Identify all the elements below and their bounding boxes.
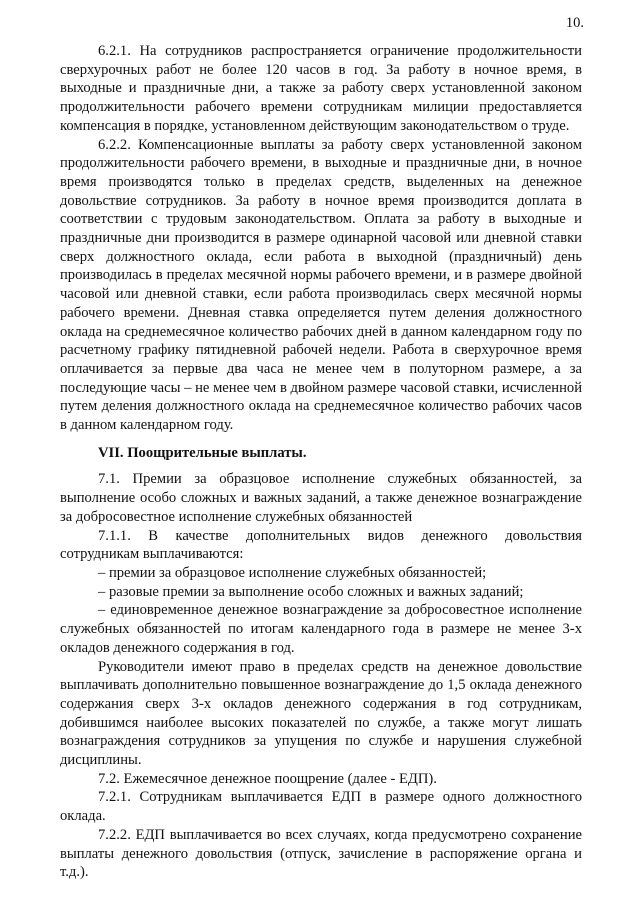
list-item-annual-reward: – единовременное денежное вознаграждение за добросовестное исполнение служебных обязанностей по итогам календарного года в размере не менее 3-х окладов денежного содержания в год.	[60, 602, 582, 656]
list-item-one-time-bonus: – разовые премии за выполнение особо сложных и важных заданий;	[98, 583, 524, 600]
paragraph-7-2-2: 7.2.2. ЕДП выплачивается во всех случаях, когда предусмотрено сохранение выплаты денежного довольствия (отпуск, зачисление в распоряжение органа и т.д.).	[60, 826, 582, 881]
list-item-bonus: – премии за образцовое исполнение служебных обязанностей;	[98, 564, 487, 581]
document-body	[60, 42, 582, 882]
paragraph-7-2: 7.2. Ежемесячное денежное поощрение (далее - ЕДП).	[98, 770, 437, 787]
page-number: 10.	[565, 15, 584, 31]
paragraph-7-1: 7.1. Премии за образцовое исполнение служебных обязанностей, за выполнение особо сложных и важных заданий, а также денежное вознаграждение за добросовестное исполнение служебных обязанностей	[60, 471, 582, 525]
paragraph-6-2-1: 6.2.1. На сотрудников распространяется ограничение продолжительности сверхурочных работ не более 120 часов в год. За работу в ночное время, в выходные и праздничные дни, а также за работу сверх установленной законом продолжительности рабочего времени сотрудникам милиции предоставляется компенсация в порядке, установленном действующим законодательством о труде.	[60, 43, 582, 134]
paragraph-managers-right: Руководители имеют право в пределах средств на денежное довольствие выплачивать дополнительно повышенное вознаграждение до 1,5 оклада денежного содержания сверх 3-х окладов денежного содержания в год сотрудникам, добившимся наиболее высоких показателей по службе, а также могут лишать вознаграждения сотрудников за упущения по службе и нарушения служебной дисциплины.	[60, 658, 582, 769]
paragraph-6-2-2: 6.2.2. Компенсационные выплаты за работу сверх установленной законом продолжительности рабочего времени, в выходные и праздничные дни, в ночное время производятся только в пределах средств, выделенных на денежное довольствие сотрудников. За работу в ночное время производится доплата в соответствии с трудовым законодательством. Оплата за работу в выходные и праздничные дни производится в размере одинарной часовой или дневной ставки сверх должностного оклада, если работа в выходной (праздничный) день производилась в пределах месячной нормы рабочего времени, и в размере двойной часовой или дневной ставки, если работа производилась сверх месячной нормы рабочего времени. Дневная ставка определяется путем деления должностного оклада на среднемесячное количество рабочих дней в данном календарном году по расчетному графику пятидневной рабочей недели. Работа в сверхурочное время оплачивается за первые два часа не менее чем в полуторном размере, а за последующие часы – не менее чем в двойном размере часовой ставки, исчисленной путем деления должностного оклада на среднемесячное количество рабочих часов в данном календарном году.	[60, 136, 582, 434]
paragraph-7-2-1: 7.2.1. Сотрудникам выплачивается ЕДП в размере одного должностного оклада.	[60, 789, 582, 825]
paragraph-7-1-1: 7.1.1. В качестве дополнительных видов денежного довольствия сотрудникам выплачиваются:	[60, 527, 582, 563]
section-heading: VII. Поощрительные выплаты.	[98, 444, 307, 461]
